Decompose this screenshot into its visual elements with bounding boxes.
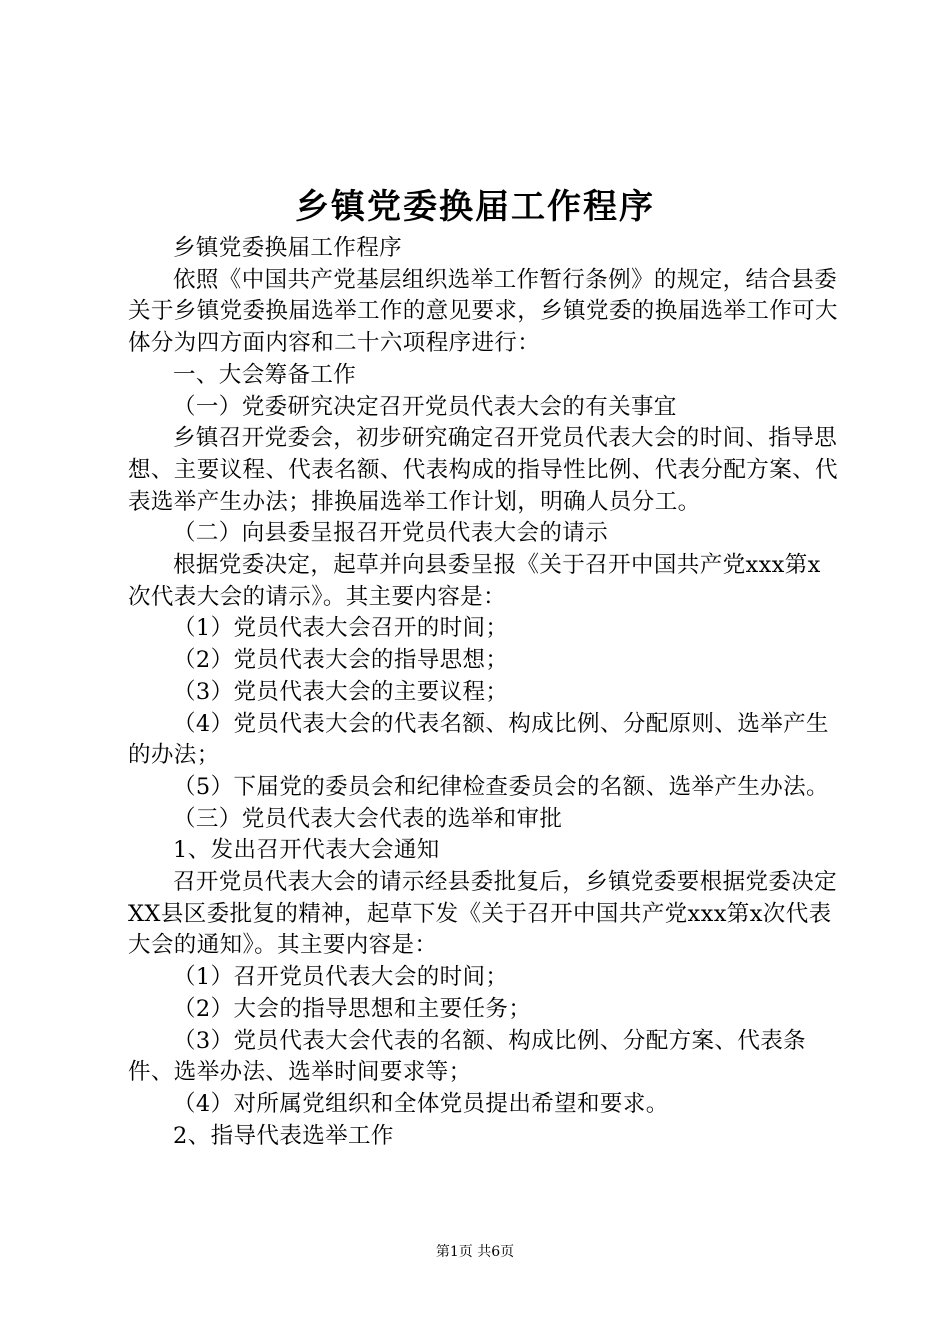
page-footer: 第1页 共6页	[435, 1244, 515, 1260]
list-item: （2）党员代表大会的指导思想；	[173, 647, 509, 674]
step-heading: 2、指导代表选举工作	[173, 1122, 394, 1149]
paragraph: 乡镇党委换届工作程序	[173, 235, 403, 261]
document-body	[128, 233, 843, 1152]
section-heading: 一、大会筹备工作	[173, 361, 357, 388]
step-heading: 1、发出召开代表大会通知	[173, 837, 440, 864]
list-item: （3）党员代表大会的主要议程；	[173, 678, 509, 705]
list-item: （3）党员代表大会代表的名额、构成比例、分配方案、代表条件、选举办法、选举时间要求等；	[128, 1027, 807, 1086]
paragraph: 召开党员代表大会的请示经县委批复后，乡镇党委要根据党委决定XX县区委批复的精神，起草下发《关于召开中国共产党xxx第x次代表大会的通知》。其主要内容是：	[128, 869, 838, 959]
list-item: （2）大会的指导思想和主要任务；	[173, 995, 532, 1022]
paragraph: 乡镇召开党委会，初步研究确定召开党员代表大会的时间、指导思想、主要议程、代表名额、代表构成的指导性比例、代表分配方案、代表选举产生办法；排换届选举工作计划，明确人员分工。	[128, 425, 838, 515]
paragraph: 依照《中国共产党基层组织选举工作暂行条例》的规定，结合县委关于乡镇党委换届选举工作的意见要求，乡镇党委的换届选举工作可大体分为四方面内容和二十六项程序进行：	[128, 266, 838, 357]
subsection-heading: （三）党员代表大会代表的选举和审批	[173, 805, 563, 832]
document-title: 乡镇党委换届工作程序	[295, 187, 655, 227]
list-item: （1）召开党员代表大会的时间；	[173, 964, 509, 991]
subsection-heading: （二）向县委呈报召开党员代表大会的请示	[173, 520, 609, 547]
list-item: （4）党员代表大会的代表名额、构成比例、分配原则、选举产生的办法；	[128, 710, 829, 769]
subsection-heading: （一）党委研究决定召开党员代表大会的有关事宜	[173, 393, 677, 420]
list-item: （1）党员代表大会召开的时间；	[173, 615, 509, 642]
list-item: （5）下届党的委员会和纪律检查委员会的名额、选举产生办法。	[173, 773, 829, 800]
list-item: （4）对所属党组织和全体党员提出希望和要求。	[173, 1090, 669, 1117]
paragraph: 根据党委决定，起草并向县委呈报《关于召开中国共产党xxx第x次代表大会的请示》。其主要内容是：	[128, 552, 821, 610]
